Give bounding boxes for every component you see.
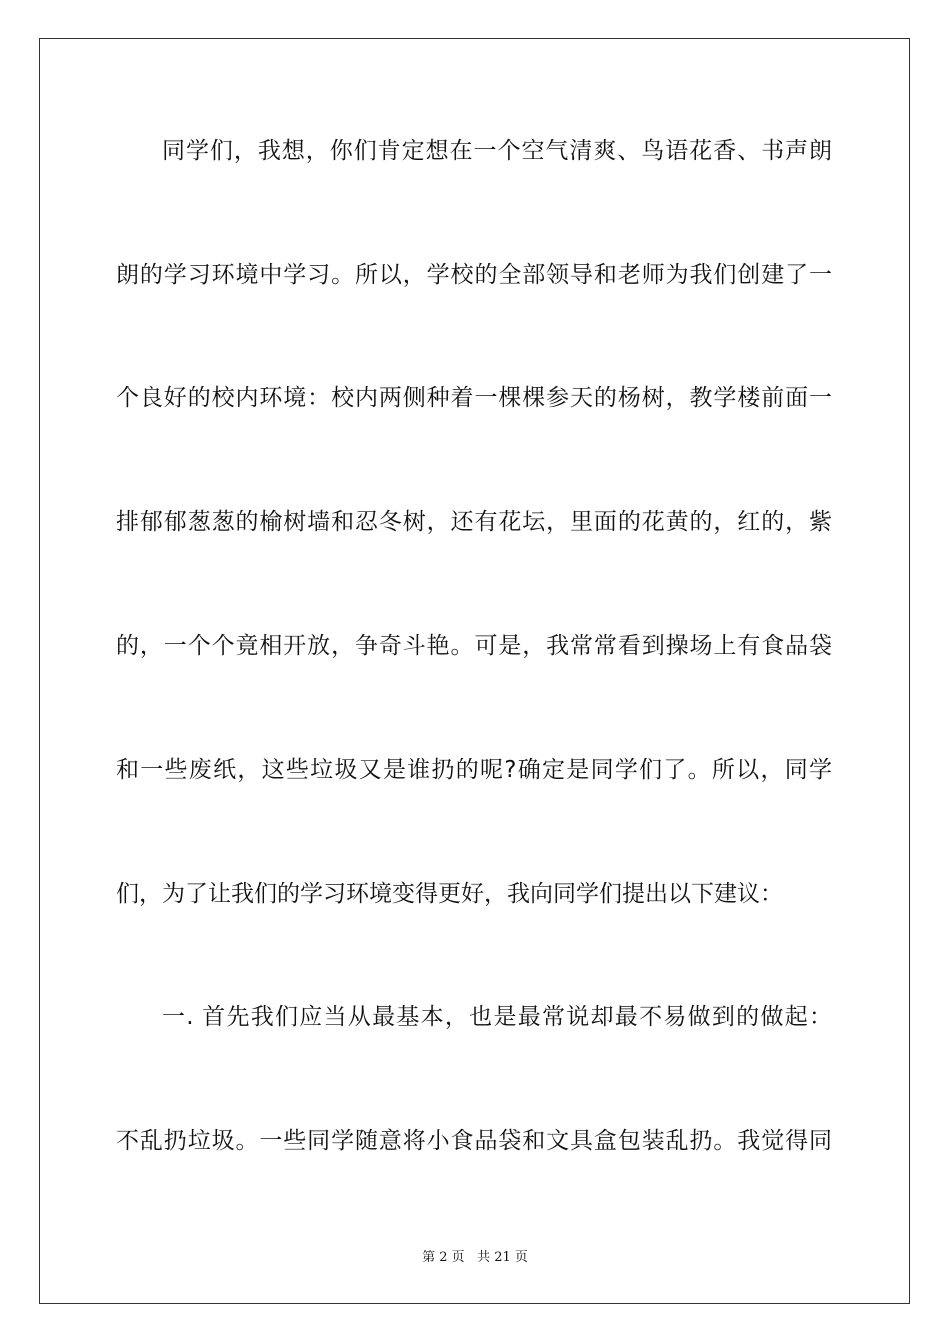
body-text-line: 同学们，我想，你们肯定想在一个空气清爽、鸟语花香、书声朗 <box>162 138 832 164</box>
body-text-line: 的，一个个竟相开放，争奇斗艳。可是，我常常看到操场上有食品袋 <box>116 633 832 659</box>
body-text-line: 排郁郁葱葱的榆树墙和忍冬树，还有花坛，里面的花黄的，红的，紫 <box>116 509 832 535</box>
body-text-line: 不乱扔垃圾。一些同学随意将小食品袋和文具盒包装乱扔。我觉得同 <box>116 1128 832 1154</box>
body-text-line: 们，为了让我们的学习环境变得更好，我向同学们提出以下建议： <box>116 881 783 907</box>
body-text-line: 一. 首先我们应当从最基本，也是最常说却最不易做到的做起： <box>162 1004 832 1030</box>
page-border <box>39 38 910 1304</box>
page-total: 共 21 页 <box>477 1250 528 1265</box>
body-text-line: 个良好的校内环境：校内两侧种着一棵棵参天的杨树，教学楼前面一 <box>116 385 832 411</box>
body-text-line: 朗的学习环境中学习。所以，学校的全部领导和老师为我们创建了一 <box>116 262 832 288</box>
page-number: 第 2 页 <box>422 1250 465 1265</box>
page-footer <box>0 1246 950 1265</box>
body-text-line: 和一些废纸，这些垃圾又是谁扔的呢?确定是同学们了。所以，同学 <box>116 757 832 783</box>
